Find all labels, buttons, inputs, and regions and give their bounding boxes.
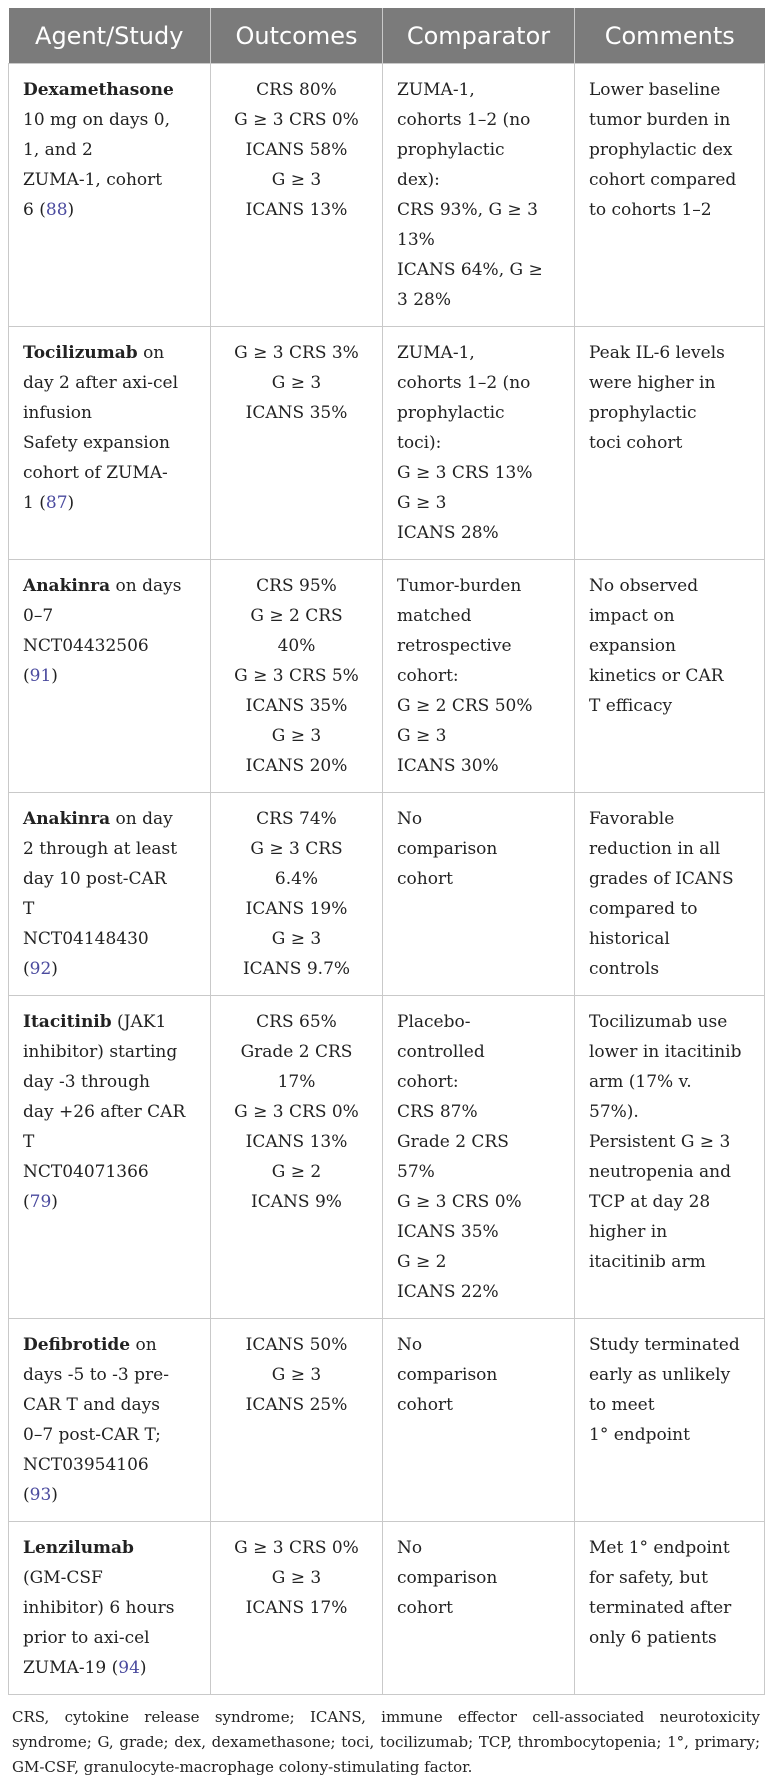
comparator-line: 3 28%: [397, 290, 452, 310]
comparator-line: comparison: [397, 1568, 498, 1588]
outcome-line: ICANS 50%: [245, 1335, 348, 1355]
comparator-line: cohorts 1–2 (no: [397, 373, 531, 393]
table-row: [9, 560, 765, 793]
comment-line: reduction in all: [589, 839, 721, 859]
table-row: [9, 1522, 765, 1695]
agent-detail-line: day 2 after axi-cel: [23, 373, 179, 393]
comment-line: arm (17% v.: [589, 1072, 692, 1092]
comment-line: Tocilizumab use: [589, 1012, 728, 1032]
comparator-cell: [383, 327, 575, 560]
table-body: [9, 64, 765, 1695]
comment-line: TCP at day 28: [589, 1192, 711, 1212]
comparator-line: prophylactic: [397, 140, 505, 160]
agent-reference-line: 1 (87): [23, 493, 75, 513]
table-row: [9, 327, 765, 560]
comment-line: were higher in: [589, 373, 716, 393]
comment-line: Favorable: [589, 809, 675, 829]
comment-line: to meet: [589, 1395, 655, 1415]
outcomes-cell: [211, 1522, 383, 1695]
agent-detail-line: 10 mg on days 0,: [23, 110, 170, 130]
agent-detail-line: 1, and 2: [23, 140, 93, 160]
outcomes-cell: [211, 996, 383, 1319]
agent-detail-line: day +26 after CAR: [23, 1102, 186, 1122]
outcome-line: 17%: [277, 1072, 316, 1092]
comment-line: early as unlikely: [589, 1365, 731, 1385]
outcomes-cell: [211, 560, 383, 793]
agent-name: Itacitinib: [23, 1012, 112, 1032]
agents-table: [8, 8, 765, 1695]
comment-line: cohort compared: [589, 170, 737, 190]
outcome-line: ICANS 20%: [245, 756, 348, 776]
agent-name: Lenzilumab: [23, 1538, 134, 1558]
agent-cell: [9, 560, 211, 793]
comment-line: neutropenia and: [589, 1162, 731, 1182]
comparator-line: matched: [397, 606, 472, 626]
agent-name: Anakinra: [23, 809, 111, 829]
comparator-line: G ≥ 2 CRS 50%: [397, 696, 533, 716]
agent-detail-tail: 1: [23, 493, 34, 513]
comparator-line: CRS 87%: [397, 1102, 478, 1122]
agent-detail-line: day 10 post-CAR: [23, 869, 167, 889]
header-comparator: Comparator: [383, 8, 575, 64]
agent-detail-line: day -3 through: [23, 1072, 150, 1092]
agent-reference-line: (93): [23, 1485, 58, 1505]
outcome-line: G ≥ 2 CRS: [250, 606, 343, 626]
comparator-line: controlled: [397, 1042, 485, 1062]
agent-cell: [9, 64, 211, 327]
comment-line: itacitinib arm: [589, 1252, 706, 1272]
agent-cell: [9, 1319, 211, 1522]
table-row: [9, 793, 765, 996]
comment-line: T efficacy: [589, 696, 673, 716]
comparator-line: Tumor-burden: [397, 576, 522, 596]
outcome-line: G ≥ 3: [271, 929, 322, 949]
outcome-line: 6.4%: [274, 869, 319, 889]
reference-link[interactable]: 92: [29, 959, 52, 979]
comment-line: prophylactic: [589, 403, 697, 423]
comparator-line: ICANS 22%: [397, 1282, 499, 1302]
outcome-line: G ≥ 3: [271, 170, 322, 190]
comment-line: only 6 patients: [589, 1628, 717, 1648]
comment-line: toci cohort: [589, 433, 683, 453]
comparator-line: ICANS 64%, G ≥: [397, 260, 543, 280]
agent-detail-line: 0–7 post-CAR T;: [23, 1425, 161, 1445]
comment-line: lower in itacitinib: [589, 1042, 742, 1062]
outcome-line: G ≥ 3: [271, 1568, 322, 1588]
outcome-line: ICANS 25%: [245, 1395, 348, 1415]
agent-name: Tocilizumab: [23, 343, 138, 363]
comparator-line: cohort: [397, 1598, 453, 1618]
outcome-line: ICANS 35%: [245, 696, 348, 716]
comparator-cell: [383, 996, 575, 1319]
outcome-line: CRS 80%: [256, 80, 337, 100]
outcome-line: ICANS 13%: [245, 1132, 348, 1152]
comment-line: expansion: [589, 636, 676, 656]
agent-reference-line: (92): [23, 959, 58, 979]
agent-reference-line: ZUMA-19 (94): [23, 1658, 147, 1678]
agent-detail-tail: 6: [23, 200, 34, 220]
comment-line: Persistent G ≥ 3: [589, 1132, 731, 1152]
agent-first-line: [23, 1533, 198, 1563]
agent-reference-line: 6 (88): [23, 200, 75, 220]
outcomes-cell: [211, 64, 383, 327]
comparator-line: ICANS 35%: [397, 1222, 499, 1242]
agent-detail-line: CAR T and days: [23, 1395, 160, 1415]
comparator-line: No: [397, 1335, 423, 1355]
agent-detail-line: T: [23, 899, 35, 919]
outcome-line: G ≥ 2: [271, 1162, 322, 1182]
comparator-cell: [383, 64, 575, 327]
agent-name: Dexamethasone: [23, 80, 174, 100]
comparator-line: ICANS 30%: [397, 756, 499, 776]
agent-detail-line: (GM-CSF: [23, 1568, 103, 1588]
agent-detail-line: NCT03954106: [23, 1455, 149, 1475]
agent-detail-line: cohort of ZUMA-: [23, 463, 168, 483]
comparator-line: cohorts 1–2 (no: [397, 110, 531, 130]
table-footnote: CRS, cytokine release syndrome; ICANS, immune effector cell-associated neurotoxicity syndrome; G, grade; dex, dexamethasone; toci, tocilizumab; TCP, thrombocytopenia; 1°, primary; GM-CSF, granulocyte-macrophage colony-stimulating factor.: [12, 1708, 760, 1776]
outcome-line: ICANS 35%: [245, 403, 348, 423]
agent-first-line: [23, 1007, 198, 1037]
outcomes-cell: [211, 793, 383, 996]
comparator-cell: [383, 560, 575, 793]
outcome-line: ICANS 58%: [245, 140, 348, 160]
agent-cell: [9, 1522, 211, 1695]
agent-first-line: [23, 571, 198, 601]
table-header: [9, 8, 765, 64]
outcome-line: G ≥ 3 CRS 0%: [234, 110, 359, 130]
outcome-line: ICANS 19%: [245, 899, 348, 919]
outcome-line: G ≥ 3 CRS 3%: [234, 343, 359, 363]
outcomes-cell: [211, 327, 383, 560]
comment-line: higher in: [589, 1222, 668, 1242]
agent-first-line: [23, 804, 198, 834]
agent-reference-line: (79): [23, 1192, 58, 1212]
header-outcomes: Outcomes: [211, 8, 383, 64]
comparator-line: 13%: [397, 230, 435, 250]
comments-cell: [575, 1522, 765, 1695]
agent-detail-line: NCT04148430: [23, 929, 149, 949]
comments-cell: [575, 327, 765, 560]
agent-cell: [9, 793, 211, 996]
comparator-cell: [383, 1522, 575, 1695]
comparator-line: comparison: [397, 839, 498, 859]
comparator-line: G ≥ 3 CRS 13%: [397, 463, 533, 483]
agent-detail-line: prior to axi-cel: [23, 1628, 150, 1648]
comments-cell: [575, 64, 765, 327]
comment-line: impact on: [589, 606, 675, 626]
comment-line: Met 1° endpoint: [589, 1538, 730, 1558]
agent-detail-line: ZUMA-1, cohort: [23, 170, 163, 190]
outcome-line: G ≥ 3: [271, 726, 322, 746]
agent-detail-tail: ZUMA-19: [23, 1658, 107, 1678]
comparator-cell: [383, 1319, 575, 1522]
comparator-line: comparison: [397, 1365, 498, 1385]
comment-line: grades of ICANS: [589, 869, 734, 889]
comment-line: 57%).: [589, 1102, 639, 1122]
agent-detail-line: NCT04432506: [23, 636, 149, 656]
comparator-line: 57%: [397, 1162, 435, 1182]
outcome-line: ICANS 9.7%: [242, 959, 351, 979]
outcome-line: CRS 74%: [256, 809, 337, 829]
agent-name-suffix: on day: [110, 809, 173, 829]
comparator-line: retrospective: [397, 636, 512, 656]
comment-line: compared to: [589, 899, 698, 919]
agent-detail-line: 2 through at least: [23, 839, 178, 859]
agent-detail-line: 0–7: [23, 606, 54, 626]
header-agent: Agent/Study: [9, 8, 211, 64]
comparator-line: dex):: [397, 170, 440, 190]
outcome-line: G ≥ 3: [271, 1365, 322, 1385]
outcome-line: CRS 65%: [256, 1012, 337, 1032]
agent-detail-line: NCT04071366: [23, 1162, 149, 1182]
outcome-line: ICANS 17%: [245, 1598, 348, 1618]
comment-line: No observed: [589, 576, 699, 596]
outcomes-cell: [211, 1319, 383, 1522]
table-container: [8, 8, 764, 1780]
comment-line: for safety, but: [589, 1568, 708, 1588]
agent-name-suffix: (JAK1: [111, 1012, 167, 1032]
agent-detail-line: T: [23, 1132, 35, 1152]
agent-detail-line: days -5 to -3 pre-: [23, 1365, 169, 1385]
comparator-line: cohort:: [397, 1072, 459, 1092]
table-row: [9, 996, 765, 1319]
agent-name: Anakinra: [23, 576, 111, 596]
comparator-line: Placebo-: [397, 1012, 471, 1032]
comment-line: terminated after: [589, 1598, 732, 1618]
comparator-line: G ≥ 3: [397, 493, 447, 513]
comment-line: controls: [589, 959, 660, 979]
comparator-line: ZUMA-1,: [397, 80, 475, 100]
agent-cell: [9, 996, 211, 1319]
comparator-line: G ≥ 3 CRS 0%: [397, 1192, 522, 1212]
comparator-line: cohort: [397, 1395, 453, 1415]
outcome-line: G ≥ 3: [271, 373, 322, 393]
comment-line: Study terminated: [589, 1335, 740, 1355]
agent-name-suffix: on days: [110, 576, 182, 596]
agent-detail-line: Safety expansion: [23, 433, 170, 453]
agent-name-suffix: on: [137, 343, 165, 363]
table-row: [9, 64, 765, 327]
comment-line: Peak IL-6 levels: [589, 343, 725, 363]
comparator-line: cohort: [397, 869, 453, 889]
comment-line: to cohorts 1–2: [589, 200, 712, 220]
comment-line: kinetics or CAR: [589, 666, 724, 686]
agent-detail-line: infusion: [23, 403, 92, 423]
comparator-line: ZUMA-1,: [397, 343, 475, 363]
header-row: [9, 8, 765, 64]
comparator-line: CRS 93%, G ≥ 3: [397, 200, 538, 220]
comparator-line: Grade 2 CRS: [397, 1132, 509, 1152]
comments-cell: [575, 560, 765, 793]
comment-line: 1° endpoint: [589, 1425, 690, 1445]
comparator-line: ICANS 28%: [397, 523, 499, 543]
agent-name-suffix: on: [130, 1335, 157, 1355]
table-row: [9, 1319, 765, 1522]
comment-line: historical: [589, 929, 670, 949]
comparator-line: toci):: [397, 433, 442, 453]
agent-detail-line: inhibitor) starting: [23, 1042, 178, 1062]
comments-cell: [575, 1319, 765, 1522]
reference-link[interactable]: 93: [29, 1485, 52, 1505]
comparator-line: No: [397, 809, 423, 829]
agent-first-line: [23, 1330, 198, 1360]
agent-detail-line: inhibitor) 6 hours: [23, 1598, 175, 1618]
comment-line: tumor burden in: [589, 110, 731, 130]
outcome-line: G ≥ 3 CRS: [250, 839, 343, 859]
outcome-line: G ≥ 3 CRS 0%: [234, 1102, 359, 1122]
agent-reference-line: (91): [23, 666, 58, 686]
reference-link[interactable]: 94: [118, 1658, 140, 1678]
comparator-line: No: [397, 1538, 423, 1558]
header-comments: Comments: [575, 8, 765, 64]
comments-cell: [575, 793, 765, 996]
outcome-line: CRS 95%: [256, 576, 337, 596]
comparator-cell: [383, 793, 575, 996]
reference-link[interactable]: 87: [45, 493, 68, 513]
comments-cell: [575, 996, 765, 1319]
agent-name: Defibrotide: [23, 1335, 131, 1355]
outcome-line: 40%: [277, 636, 316, 656]
comment-line: Lower baseline: [589, 80, 721, 100]
outcome-line: G ≥ 3 CRS 5%: [234, 666, 359, 686]
agent-cell: [9, 327, 211, 560]
outcome-line: ICANS 9%: [251, 1192, 342, 1212]
outcome-line: G ≥ 3 CRS 0%: [234, 1538, 359, 1558]
outcome-line: ICANS 13%: [245, 200, 348, 220]
reference-link[interactable]: 91: [29, 666, 52, 686]
comparator-line: prophylactic: [397, 403, 505, 423]
outcome-line: Grade 2 CRS: [240, 1042, 353, 1062]
reference-link[interactable]: 79: [29, 1192, 52, 1212]
comparator-line: cohort:: [397, 666, 459, 686]
agent-first-line: [23, 338, 198, 368]
agent-first-line: [23, 75, 198, 105]
reference-link[interactable]: 88: [45, 200, 68, 220]
comment-line: prophylactic dex: [589, 140, 733, 160]
comparator-line: G ≥ 3: [397, 726, 447, 746]
comparator-line: G ≥ 2: [397, 1252, 447, 1272]
